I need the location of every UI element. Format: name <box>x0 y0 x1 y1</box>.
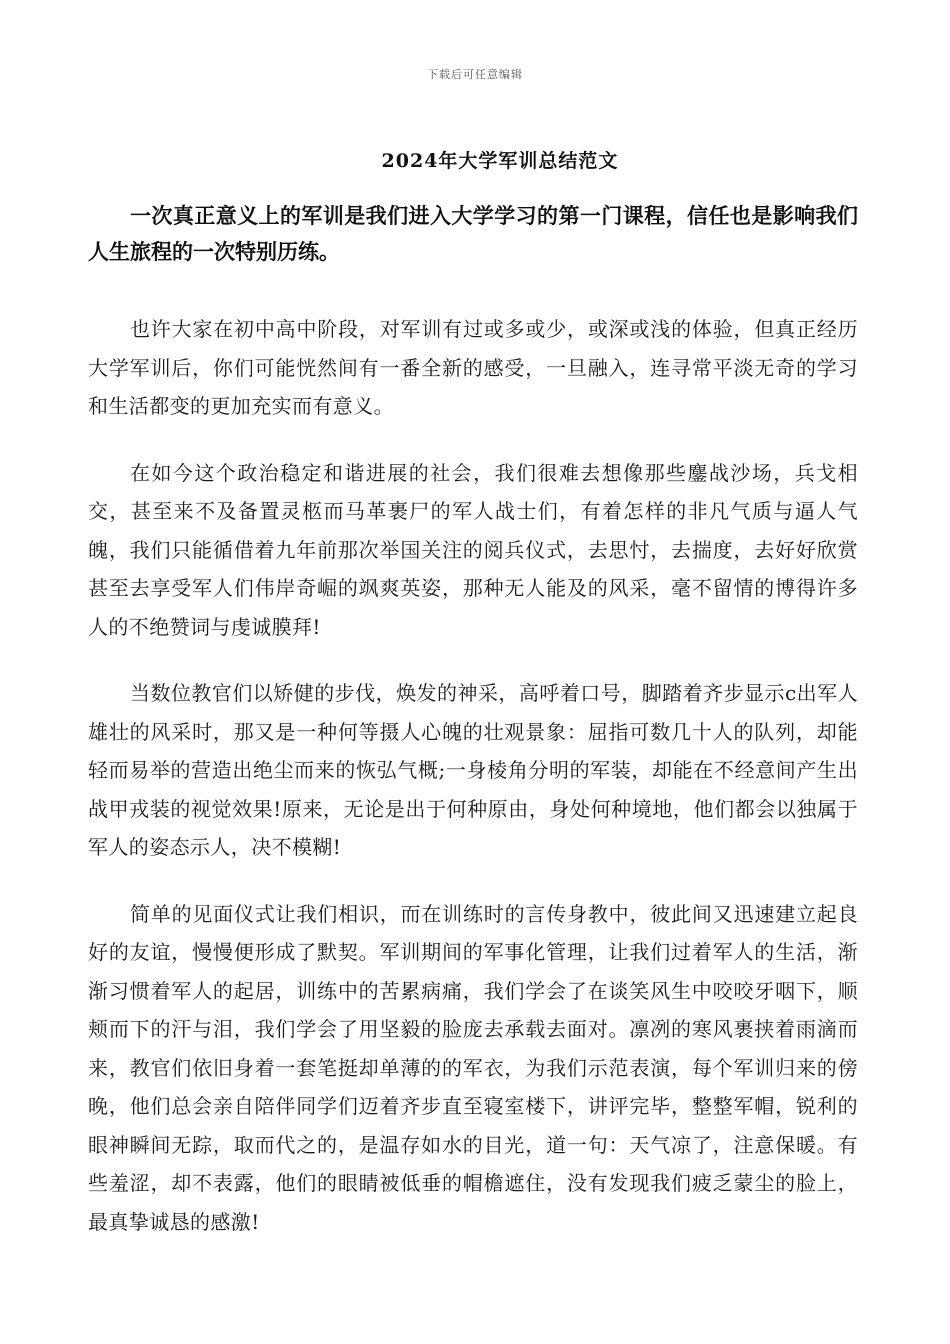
body-paragraph-3: 当数位教官们以矫健的步伐，焕发的神采，高呼着口号，脚踏着齐步显示c出军人雄壮的风采时，那又是一种何等摄人心魄的壮观景象：屈指可数几十人的队列，却能轻而易举的营造出绝尘而来的恢弘气概;一身棱角分明的军装，却能在不经意间产生出战甲戎装的视觉效果!原来，无论是出于何种原由，身处何种境地，他们都会以独属于军人的姿态示人，决不模糊! <box>88 681 858 859</box>
header-note: 下载后可任意编辑 <box>427 68 523 81</box>
body-paragraph-4: 简单的见面仪式让我们相识，而在训练时的言传身教中，彼此间又迅速建立起良好的友谊，慢慢便形成了默契。军训期间的军事化管理，让我们过着军人的生活，渐渐习惯着军人的起居，训练中的苦累病痛，我们学会了在谈笑风生中咬咬牙咽下，顺颊而下的汗与泪，我们学会了用坚毅的脸庞去承载去面对。凛冽的寒风裹挟着雨滴而来，教官们依旧身着一套笔挺却单薄的的军衣，为我们示范表演，每个军训归来的傍晚，他们总会亲自陪伴同学们迈着齐步直至寝室楼下，讲评完毕，整整军帽，锐利的眼神瞬间无踪，取而代之的，是温存如水的目光，道一句：天气凉了，注意保暖。有些羞涩，却不表露，他们的眼睛被低垂的帽檐遮住，没有发现我们疲乏蒙尘的脸上，最真挚诚恳的感激! <box>88 901 858 1234</box>
lead-paragraph: 一次真正意义上的军训是我们进入大学学习的第一门课程，信任也是影响我们人生旅程的一次特别历练。 <box>88 203 858 264</box>
body-paragraph-2: 在如今这个政治稳定和谐进展的社会，我们很难去想像那些鏖战沙场，兵戈相交，甚至来不及备置灵柩而马革裹尸的军人战士们，有着怎样的非凡气质与逼人气魄，我们只能循借着九年前那次举国关注的阅兵仪式，去思忖，去揣度，去好好欣赏甚至去享受军人们伟岸奇崛的飒爽英姿，那种无人能及的风采，毫不留情的博得许多人的不绝赞词与虔诚膜拜! <box>88 460 858 639</box>
document-title: 2024年大学军训总结范文 <box>381 150 619 172</box>
document-body <box>88 198 858 1269</box>
body-paragraph-1: 也许大家在初中高中阶段，对军训有过或多或少，或深或浅的体验，但真正经历大学军训后，你们可能恍然间有一番全新的感受，一旦融入，连寻常平淡无奇的学习和生活都变的更加充实而有意义。 <box>88 317 858 418</box>
